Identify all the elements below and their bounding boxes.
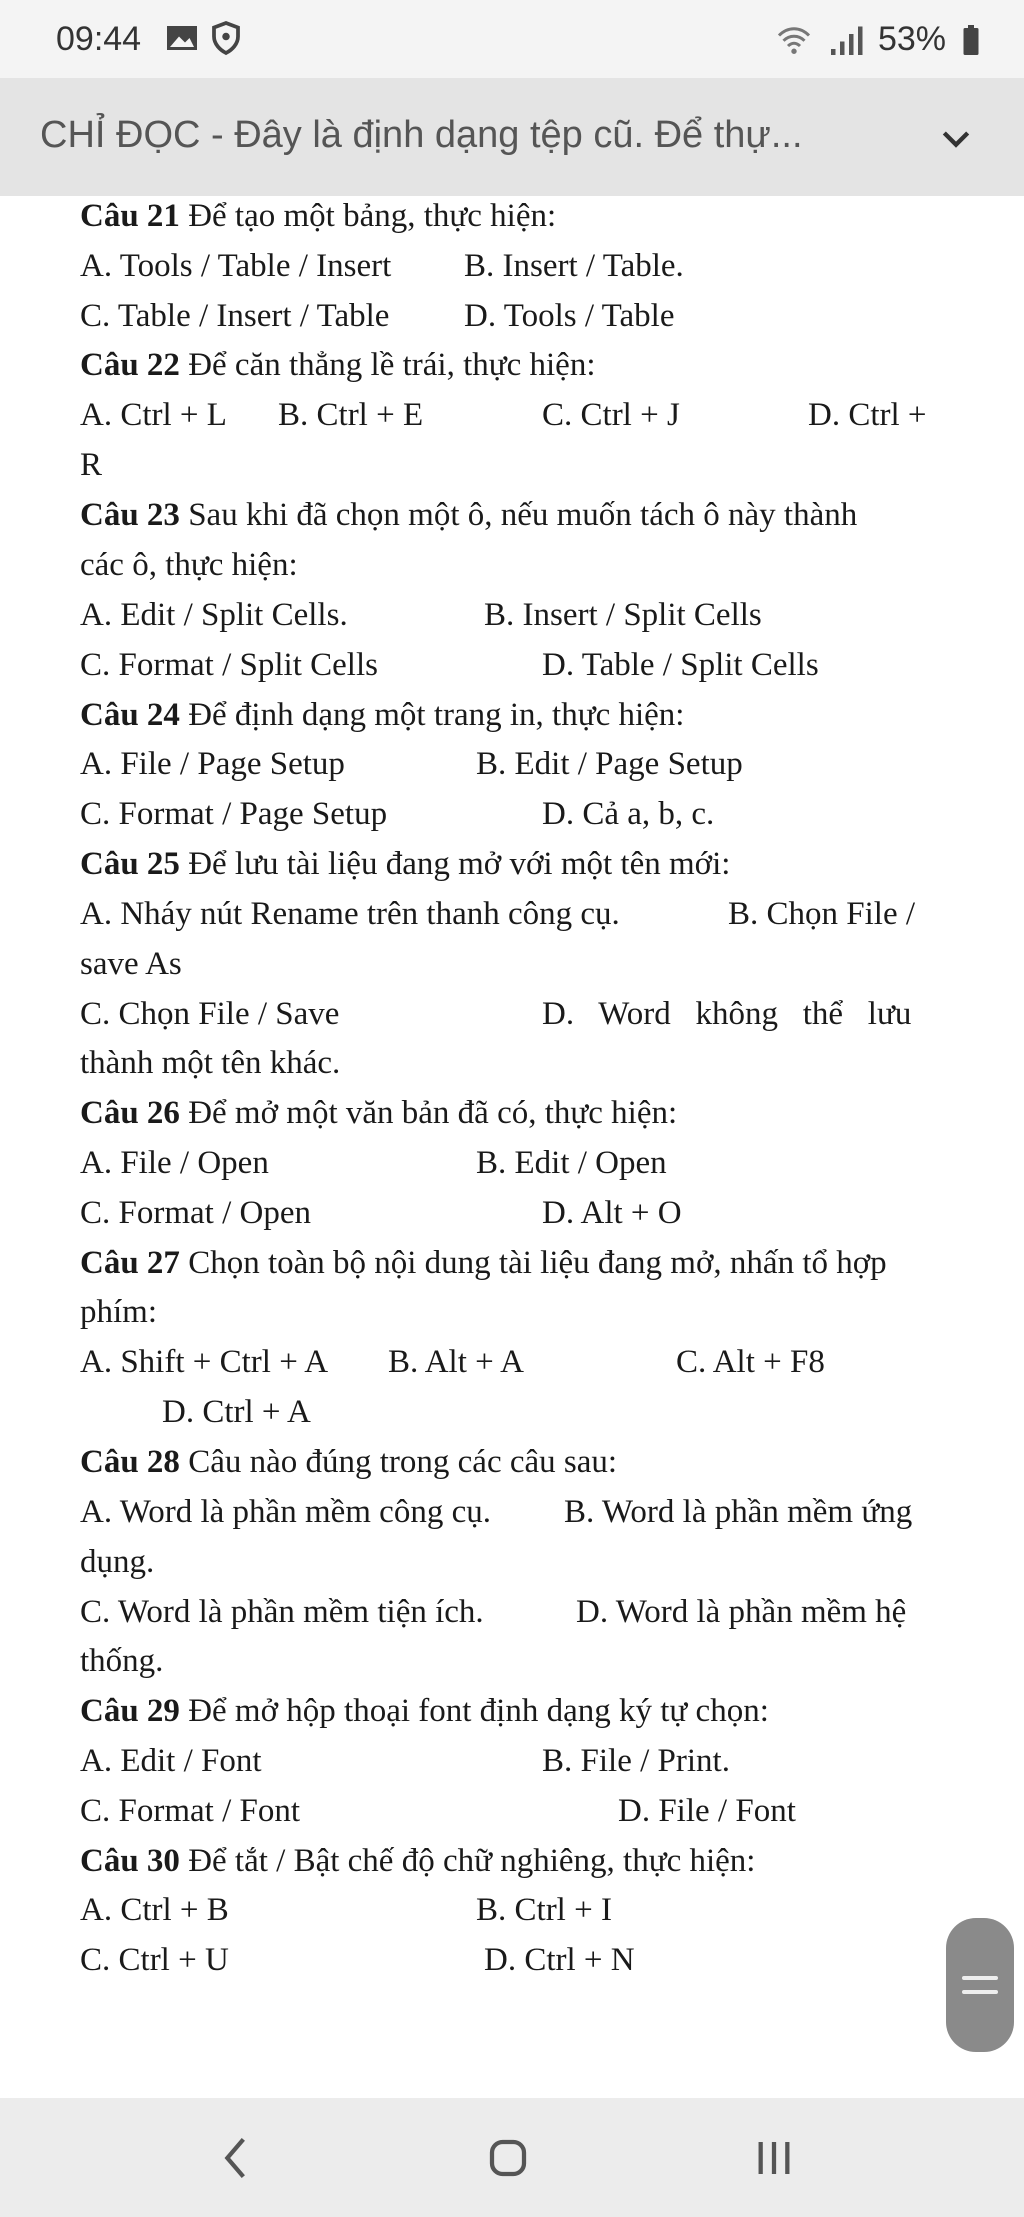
question-22: Câu 22 Để căn thẳng lề trái, thực hiện:	[80, 347, 596, 383]
battery-percent: 53%	[877, 20, 946, 58]
option-b: B. Edit / Open	[476, 1145, 667, 1181]
option-d: D. Ctrl +	[808, 397, 927, 433]
status-time: 09:44	[56, 20, 142, 58]
status-bar	[0, 0, 1024, 78]
option-a: A. Tools / Table / Insert	[80, 248, 392, 284]
answer-continuation: thành một tên khác.	[80, 1045, 341, 1081]
option-d: D. Ctrl + N	[484, 1942, 635, 1978]
option-c: C. Chọn File / Save	[80, 996, 340, 1032]
option-a: A. Edit / Font	[80, 1743, 262, 1779]
scroll-handle[interactable]	[946, 1918, 1014, 2052]
home-icon[interactable]	[476, 2126, 540, 2190]
option-c: C. Format / Split Cells	[80, 647, 378, 683]
shield-icon	[208, 20, 244, 56]
option-b: B. Insert / Split Cells	[484, 597, 762, 633]
option-a: A. File / Page Setup	[80, 746, 345, 782]
question-21: Câu 21 Để tạo một bảng, thực hiện:	[80, 198, 557, 234]
option-a: A. Edit / Split Cells.	[80, 597, 348, 633]
question-24: Câu 24 Để định dạng một trang in, thực hiện:	[80, 697, 685, 733]
question-28: Câu 28 Câu nào đúng trong các câu sau:	[80, 1444, 618, 1480]
document-page	[0, 190, 1024, 2090]
option-b: B. Ctrl + E	[278, 397, 424, 433]
option-c: C. Ctrl + J	[542, 397, 680, 433]
option-b: B. Ctrl + I	[476, 1892, 612, 1928]
option-a: A. Nháy nút Rename trên thanh công cụ.	[80, 896, 620, 932]
option-d: D. Tools / Table	[464, 298, 675, 334]
option-b: B. Edit / Page Setup	[476, 746, 743, 782]
answer-continuation: R	[80, 447, 103, 483]
question-23: Câu 23 Sau khi đã chọn một ô, nếu muốn tách ô này thành	[80, 497, 858, 533]
option-d: D. Word không thể lưu	[542, 996, 912, 1032]
option-d: D. Ctrl + A	[162, 1394, 311, 1430]
question-26: Câu 26 Để mở một văn bản đã có, thực hiện:	[80, 1095, 678, 1131]
answer-continuation: thống.	[80, 1643, 164, 1679]
answer-continuation: dụng.	[80, 1544, 155, 1580]
option-d: D. Cả a, b, c.	[542, 796, 715, 832]
option-d: D. File / Font	[618, 1793, 796, 1829]
option-a: A. Ctrl + L	[80, 397, 227, 433]
option-c: C. Table / Insert / Table	[80, 298, 390, 334]
image-icon	[164, 20, 200, 56]
option-b: B. Chọn File /	[728, 896, 916, 932]
option-b: B. Word là phần mềm ứng	[564, 1494, 913, 1530]
option-b: B. File / Print.	[542, 1743, 730, 1779]
option-a: A. Shift + Ctrl + A	[80, 1344, 329, 1380]
option-b: B. Insert / Table.	[464, 248, 684, 284]
option-c: C. Format / Page Setup	[80, 796, 388, 832]
navigation-bar	[0, 2098, 1024, 2217]
question-29: Câu 29 Để mở hộp thoại font định dạng ký tự chọn:	[80, 1693, 769, 1729]
question-continuation: phím:	[80, 1294, 158, 1330]
option-c: C. Word là phần mềm tiện ích.	[80, 1594, 484, 1630]
question-continuation: các ô, thực hiện:	[80, 547, 298, 583]
recents-icon[interactable]	[742, 2126, 806, 2190]
banner-text: CHỈ ĐỌC - Đây là định dạng tệp cũ. Để thự...	[40, 114, 803, 156]
question-27: Câu 27 Chọn toàn bộ nội dung tài liệu đang mở, nhấn tổ hợp	[80, 1245, 887, 1281]
option-d: D. Table / Split Cells	[542, 647, 819, 683]
question-30: Câu 30 Để tắt / Bật chế độ chữ nghiêng, thực hiện:	[80, 1843, 756, 1879]
option-c: C. Format / Open	[80, 1195, 311, 1231]
read-only-banner[interactable]	[0, 78, 1024, 196]
option-b: B. Alt + A	[388, 1344, 524, 1380]
chevron-down-icon[interactable]	[936, 118, 976, 158]
option-a: A. Word là phần mềm công cụ.	[80, 1494, 491, 1530]
option-d: D. Alt + O	[542, 1195, 682, 1231]
signal-icon	[828, 22, 864, 58]
wifi-icon	[774, 22, 814, 58]
option-a: A. Ctrl + B	[80, 1892, 229, 1928]
option-a: A. File / Open	[80, 1145, 269, 1181]
option-d: D. Word là phần mềm hệ	[576, 1594, 907, 1630]
battery-icon	[960, 22, 982, 58]
option-c: C. Alt + F8	[676, 1344, 825, 1380]
question-25: Câu 25 Để lưu tài liệu đang mở với một tên mới:	[80, 846, 731, 882]
option-c: C. Format / Font	[80, 1793, 301, 1829]
option-c: C. Ctrl + U	[80, 1942, 229, 1978]
answer-continuation: save As	[80, 946, 182, 982]
back-icon[interactable]	[206, 2126, 270, 2190]
